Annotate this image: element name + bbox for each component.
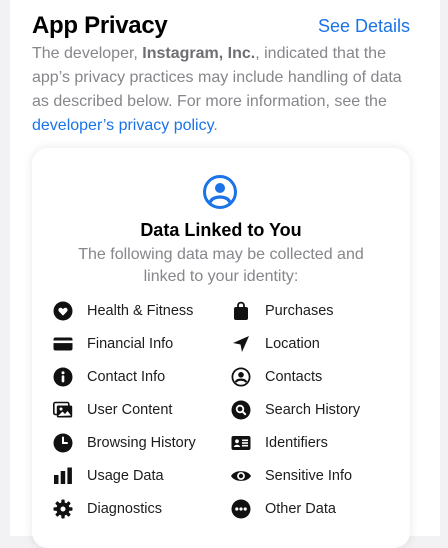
data-type-health-fitness[interactable]	[52, 300, 230, 322]
privacy-description	[32, 42, 412, 138]
data-type-sensitive-info[interactable]	[230, 465, 402, 487]
see-details-link[interactable]: See Details	[317, 15, 410, 36]
data-type-browsing-history[interactable]	[52, 432, 230, 454]
data-type-label: Purchases	[265, 303, 334, 319]
data-type-label: Health & Fitness	[87, 303, 194, 319]
data-type-label: Browsing History	[87, 435, 196, 451]
data-type-label: Contact Info	[87, 369, 166, 385]
bar-chart-icon	[52, 465, 74, 487]
clock-icon	[52, 432, 74, 454]
heart-icon	[52, 300, 74, 322]
data-type-financial-info[interactable]	[52, 333, 230, 355]
privacy-policy-link[interactable]: developer’s privacy policy	[32, 117, 214, 134]
data-type-label: Identifiers	[265, 435, 328, 451]
data-type-label: Location	[265, 336, 320, 352]
data-type-label: Other Data	[265, 501, 336, 517]
desc-suffix: .	[213, 117, 218, 134]
data-type-contacts[interactable]	[230, 366, 402, 388]
location-arrow-icon	[230, 333, 252, 355]
data-type-identifiers[interactable]	[230, 432, 402, 454]
data-type-label: Usage Data	[87, 468, 164, 484]
person-circle-icon	[230, 366, 252, 388]
data-type-purchases[interactable]	[230, 300, 402, 322]
shopping-bag-icon	[230, 300, 252, 322]
data-type-label: Contacts	[265, 369, 323, 385]
data-type-label: Search History	[265, 402, 361, 418]
developer-name: Instagram, Inc.	[142, 45, 256, 62]
data-linked-card[interactable]	[32, 148, 410, 548]
info-icon	[52, 366, 74, 388]
data-type-label: Sensitive Info	[265, 468, 353, 484]
search-icon	[230, 399, 252, 421]
data-type-diagnostics[interactable]	[52, 498, 230, 520]
id-card-icon	[230, 432, 252, 454]
data-type-label: User Content	[87, 402, 173, 418]
data-type-other-data[interactable]	[230, 498, 402, 520]
data-type-label: Financial Info	[87, 336, 174, 352]
data-types-grid	[52, 300, 402, 520]
card-subtitle: The following data may be collected and linked to your identity:	[78, 246, 364, 285]
eye-icon	[230, 465, 252, 487]
data-type-user-content[interactable]	[52, 399, 230, 421]
data-type-contact-info[interactable]	[52, 366, 230, 388]
data-type-label: Diagnostics	[87, 501, 162, 517]
data-type-location[interactable]	[230, 333, 402, 355]
desc-prefix: The developer,	[32, 45, 143, 62]
data-type-search-history[interactable]	[230, 399, 402, 421]
credit-card-icon	[52, 333, 74, 355]
data-type-usage-data[interactable]	[52, 465, 230, 487]
ellipsis-icon	[230, 498, 252, 520]
desc-middle: , indicated that the app’s privacy practices may include handling of data as described below. For more information, see the	[32, 45, 402, 110]
app-privacy-header	[32, 10, 410, 42]
section-title: App Privacy	[32, 12, 168, 39]
card-title: Data Linked to You	[140, 220, 302, 240]
person-circle-icon	[202, 174, 238, 210]
gear-icon	[52, 498, 74, 520]
photo-icon	[52, 399, 74, 421]
